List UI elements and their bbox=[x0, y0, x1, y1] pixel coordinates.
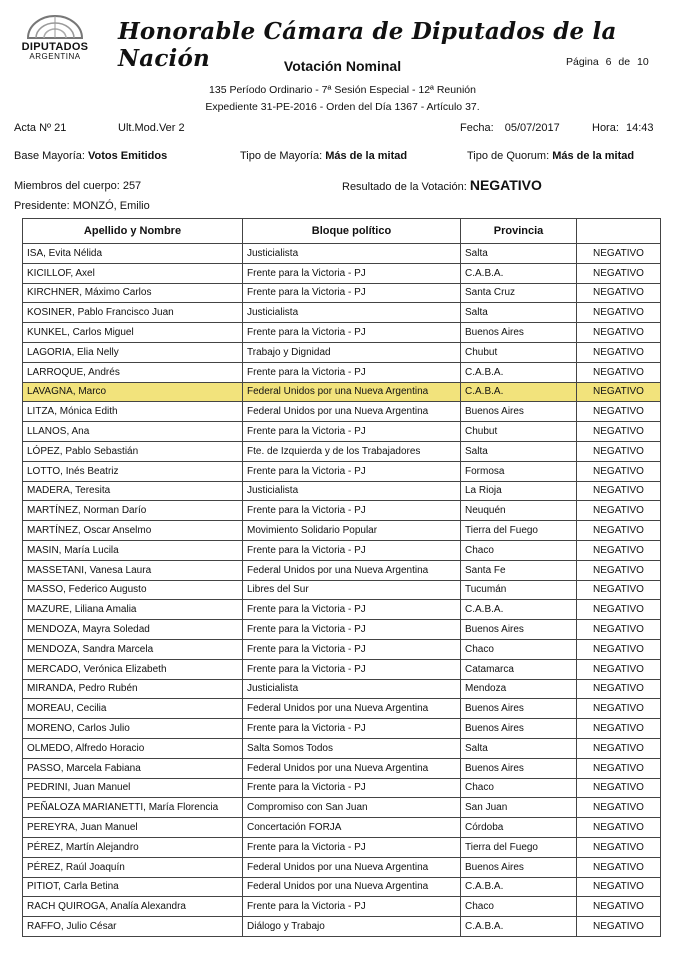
table-row bbox=[23, 501, 661, 521]
cell-name: LLANOS, Ana bbox=[23, 422, 243, 442]
cell-provincia: C.A.B.A. bbox=[461, 917, 577, 937]
cell-provincia: Neuquén bbox=[461, 501, 577, 521]
cell-name: MARTÍNEZ, Norman Darío bbox=[23, 501, 243, 521]
table-row bbox=[23, 699, 661, 719]
cell-provincia: La Rioja bbox=[461, 481, 577, 501]
cell-bloque: Frente para la Victoria - PJ bbox=[243, 897, 461, 917]
table-row bbox=[23, 620, 661, 640]
cell-name: LÓPEZ, Pablo Sebastián bbox=[23, 441, 243, 461]
cell-provincia: Tierra del Fuego bbox=[461, 521, 577, 541]
cell-provincia: Chaco bbox=[461, 778, 577, 798]
cell-name: KUNKEL, Carlos Miguel bbox=[23, 323, 243, 343]
presidente: Presidente: MONZÓ, Emilio bbox=[14, 200, 150, 212]
table-row bbox=[23, 362, 661, 382]
cell-name: MASSETANI, Vanesa Laura bbox=[23, 560, 243, 580]
cell-voto: NEGATIVO bbox=[577, 818, 661, 838]
tipo-mayoria-value: Más de la mitad bbox=[325, 150, 408, 162]
cell-name: PEDRINI, Juan Manuel bbox=[23, 778, 243, 798]
table-row bbox=[23, 342, 661, 362]
cell-voto: NEGATIVO bbox=[577, 323, 661, 343]
table-row bbox=[23, 778, 661, 798]
cell-bloque: Frente para la Victoria - PJ bbox=[243, 659, 461, 679]
cell-voto: NEGATIVO bbox=[577, 342, 661, 362]
cell-voto: NEGATIVO bbox=[577, 699, 661, 719]
date-label: Fecha: bbox=[460, 122, 494, 134]
cell-name: PÉREZ, Raúl Joaquín bbox=[23, 857, 243, 877]
cell-bloque: Federal Unidos por una Nueva Argentina bbox=[243, 382, 461, 402]
table-row bbox=[23, 798, 661, 818]
cell-voto: NEGATIVO bbox=[577, 402, 661, 422]
logo-subtext: ARGENTINA bbox=[29, 52, 81, 61]
cell-provincia: Chaco bbox=[461, 639, 577, 659]
table-row bbox=[23, 639, 661, 659]
cell-provincia: C.A.B.A. bbox=[461, 362, 577, 382]
cell-bloque: Trabajo y Dignidad bbox=[243, 342, 461, 362]
cell-bloque: Frente para la Victoria - PJ bbox=[243, 540, 461, 560]
cell-bloque: Frente para la Victoria - PJ bbox=[243, 422, 461, 442]
column-header-provincia: Provincia bbox=[461, 219, 577, 244]
page-title: Votación Nominal bbox=[283, 58, 402, 74]
resultado-label: Resultado de la Votación: bbox=[342, 181, 467, 193]
table-row bbox=[23, 818, 661, 838]
table-row bbox=[23, 877, 661, 897]
cell-name: MERCADO, Verónica Elizabeth bbox=[23, 659, 243, 679]
cell-provincia: Santa Fe bbox=[461, 560, 577, 580]
table-row bbox=[23, 382, 661, 402]
cell-bloque: Salta Somos Todos bbox=[243, 738, 461, 758]
table-row bbox=[23, 560, 661, 580]
cell-name: PÉREZ, Martín Alejandro bbox=[23, 837, 243, 857]
acta-number: Acta Nº 21 bbox=[14, 122, 67, 134]
table-row bbox=[23, 244, 661, 264]
cell-provincia: Salta bbox=[461, 738, 577, 758]
cell-name: KIRCHNER, Máximo Carlos bbox=[23, 283, 243, 303]
cell-bloque: Federal Unidos por una Nueva Argentina bbox=[243, 758, 461, 778]
cell-name: KOSINER, Pablo Francisco Juan bbox=[23, 303, 243, 323]
cell-voto: NEGATIVO bbox=[577, 501, 661, 521]
cell-provincia: Chaco bbox=[461, 540, 577, 560]
cell-bloque: Justicialista bbox=[243, 244, 461, 264]
cell-name: LAGORIA, Elia Nelly bbox=[23, 342, 243, 362]
cell-voto: NEGATIVO bbox=[577, 857, 661, 877]
cell-bloque: Fte. de Izquierda y de los Trabajadores bbox=[243, 441, 461, 461]
cell-bloque: Diálogo y Trabajo bbox=[243, 917, 461, 937]
cell-bloque: Frente para la Victoria - PJ bbox=[243, 639, 461, 659]
base-label: Base Mayoría: bbox=[14, 150, 85, 162]
cell-name: RACH QUIROGA, Analía Alexandra bbox=[23, 897, 243, 917]
cell-voto: NEGATIVO bbox=[577, 620, 661, 640]
table-body bbox=[23, 244, 661, 937]
cell-provincia: Córdoba bbox=[461, 818, 577, 838]
cell-provincia: Buenos Aires bbox=[461, 323, 577, 343]
tipo-quorum-label: Tipo de Quorum: bbox=[467, 150, 550, 162]
cell-name: MOREAU, Cecilia bbox=[23, 699, 243, 719]
cell-voto: NEGATIVO bbox=[577, 441, 661, 461]
table-row bbox=[23, 521, 661, 541]
cell-name: LARROQUE, Andrés bbox=[23, 362, 243, 382]
cell-voto: NEGATIVO bbox=[577, 758, 661, 778]
tipo-mayoria bbox=[240, 150, 407, 162]
cell-bloque: Justicialista bbox=[243, 303, 461, 323]
cell-name: PEREYRA, Juan Manuel bbox=[23, 818, 243, 838]
table-header-row bbox=[23, 219, 661, 244]
column-header-bloque: Bloque político bbox=[243, 219, 461, 244]
cell-name: MASSO, Federico Augusto bbox=[23, 580, 243, 600]
cell-name: PEÑALOZA MARIANETTI, María Florencia bbox=[23, 798, 243, 818]
cell-voto: NEGATIVO bbox=[577, 244, 661, 264]
cell-name: LOTTO, Inés Beatriz bbox=[23, 461, 243, 481]
cell-voto: NEGATIVO bbox=[577, 422, 661, 442]
cell-provincia: Santa Cruz bbox=[461, 283, 577, 303]
cell-provincia: Tierra del Fuego bbox=[461, 837, 577, 857]
cell-voto: NEGATIVO bbox=[577, 481, 661, 501]
cell-voto: NEGATIVO bbox=[577, 738, 661, 758]
cell-voto: NEGATIVO bbox=[577, 560, 661, 580]
cell-voto: NEGATIVO bbox=[577, 521, 661, 541]
table-row bbox=[23, 917, 661, 937]
cell-bloque: Frente para la Victoria - PJ bbox=[243, 362, 461, 382]
tipo-mayoria-label: Tipo de Mayoría: bbox=[240, 150, 323, 162]
cell-bloque: Frente para la Victoria - PJ bbox=[243, 461, 461, 481]
resultado bbox=[342, 177, 542, 193]
table-row bbox=[23, 857, 661, 877]
cell-bloque: Frente para la Victoria - PJ bbox=[243, 837, 461, 857]
cell-name: LAVAGNA, Marco bbox=[23, 382, 243, 402]
cell-bloque: Federal Unidos por una Nueva Argentina bbox=[243, 857, 461, 877]
date-field bbox=[460, 122, 560, 134]
cell-provincia: Chubut bbox=[461, 422, 577, 442]
base-mayoria bbox=[14, 150, 167, 162]
cell-voto: NEGATIVO bbox=[577, 362, 661, 382]
chamber-title: Honorable Cámara de Diputados de la Nación bbox=[118, 18, 617, 72]
page-indicator bbox=[566, 56, 649, 68]
cell-provincia: C.A.B.A. bbox=[461, 382, 577, 402]
cell-name: MARTÍNEZ, Oscar Anselmo bbox=[23, 521, 243, 541]
cell-voto: NEGATIVO bbox=[577, 461, 661, 481]
cell-name: MASIN, María Lucila bbox=[23, 540, 243, 560]
cell-voto: NEGATIVO bbox=[577, 837, 661, 857]
table-row bbox=[23, 719, 661, 739]
table-row bbox=[23, 283, 661, 303]
cell-bloque: Frente para la Victoria - PJ bbox=[243, 620, 461, 640]
cell-provincia: C.A.B.A. bbox=[461, 877, 577, 897]
cell-bloque: Concertación FORJA bbox=[243, 818, 461, 838]
resultado-value: NEGATIVO bbox=[469, 177, 542, 193]
cell-provincia: Buenos Aires bbox=[461, 620, 577, 640]
page-number: 6 bbox=[605, 56, 612, 68]
cell-bloque: Justicialista bbox=[243, 481, 461, 501]
cell-bloque: Frente para la Victoria - PJ bbox=[243, 600, 461, 620]
table-row bbox=[23, 837, 661, 857]
cell-voto: NEGATIVO bbox=[577, 877, 661, 897]
cell-bloque: Federal Unidos por una Nueva Argentina bbox=[243, 877, 461, 897]
cell-name: ISA, Evita Nélida bbox=[23, 244, 243, 264]
cell-voto: NEGATIVO bbox=[577, 639, 661, 659]
cell-bloque: Frente para la Victoria - PJ bbox=[243, 719, 461, 739]
cell-name: MORENO, Carlos Julio bbox=[23, 719, 243, 739]
cell-provincia: Buenos Aires bbox=[461, 758, 577, 778]
cell-voto: NEGATIVO bbox=[577, 798, 661, 818]
table-row bbox=[23, 897, 661, 917]
cell-provincia: Buenos Aires bbox=[461, 719, 577, 739]
column-header-voto bbox=[577, 219, 661, 244]
cell-provincia: Salta bbox=[461, 441, 577, 461]
table-row bbox=[23, 303, 661, 323]
cell-name: MENDOZA, Mayra Soledad bbox=[23, 620, 243, 640]
table-row bbox=[23, 441, 661, 461]
table-row bbox=[23, 758, 661, 778]
cell-bloque: Libres del Sur bbox=[243, 580, 461, 600]
cell-bloque: Federal Unidos por una Nueva Argentina bbox=[243, 402, 461, 422]
table-row bbox=[23, 263, 661, 283]
cell-provincia: Buenos Aires bbox=[461, 402, 577, 422]
time-field bbox=[592, 122, 654, 134]
table-row bbox=[23, 600, 661, 620]
table-row bbox=[23, 659, 661, 679]
logo-text: DIPUTADOS bbox=[21, 41, 89, 53]
tipo-quorum-value: Más de la mitad bbox=[552, 150, 635, 162]
cell-name: PITIOT, Carla Betina bbox=[23, 877, 243, 897]
table-row bbox=[23, 323, 661, 343]
cell-name: PASSO, Marcela Fabiana bbox=[23, 758, 243, 778]
cell-bloque: Frente para la Victoria - PJ bbox=[243, 283, 461, 303]
version: Ult.Mod.Ver 2 bbox=[118, 122, 185, 134]
expediente-line: Expediente 31-PE-2016 - Orden del Día 1367 - Artículo 37. bbox=[205, 101, 480, 113]
cell-name: MIRANDA, Pedro Rubén bbox=[23, 679, 243, 699]
page-of: de bbox=[618, 56, 631, 68]
cell-voto: NEGATIVO bbox=[577, 263, 661, 283]
cell-name: MAZURE, Liliana Amalia bbox=[23, 600, 243, 620]
cell-provincia: Salta bbox=[461, 303, 577, 323]
table-row bbox=[23, 738, 661, 758]
tipo-quorum bbox=[467, 150, 634, 162]
cell-voto: NEGATIVO bbox=[577, 719, 661, 739]
cell-bloque: Frente para la Victoria - PJ bbox=[243, 778, 461, 798]
cell-provincia: Chubut bbox=[461, 342, 577, 362]
cell-voto: NEGATIVO bbox=[577, 600, 661, 620]
cell-provincia: Buenos Aires bbox=[461, 699, 577, 719]
cell-voto: NEGATIVO bbox=[577, 382, 661, 402]
time-value: 14:43 bbox=[625, 122, 654, 134]
dome-icon bbox=[24, 14, 86, 40]
cell-voto: NEGATIVO bbox=[577, 283, 661, 303]
cell-provincia: Mendoza bbox=[461, 679, 577, 699]
session-line: 135 Período Ordinario - 7ª Sesión Especial - 12ª Reunión bbox=[209, 84, 476, 96]
table-row bbox=[23, 402, 661, 422]
miembros: Miembros del cuerpo: 257 bbox=[14, 180, 142, 192]
cell-bloque: Frente para la Victoria - PJ bbox=[243, 323, 461, 343]
cell-voto: NEGATIVO bbox=[577, 679, 661, 699]
table-row bbox=[23, 580, 661, 600]
page-total: 10 bbox=[637, 56, 649, 68]
cell-provincia: Tucumán bbox=[461, 580, 577, 600]
cell-name: RAFFO, Julio César bbox=[23, 917, 243, 937]
cell-voto: NEGATIVO bbox=[577, 580, 661, 600]
page-label: Página bbox=[566, 56, 599, 68]
date-value: 05/07/2017 bbox=[504, 122, 560, 134]
cell-name: LITZA, Mónica Edith bbox=[23, 402, 243, 422]
base-value: Votos Emitidos bbox=[87, 150, 168, 162]
cell-provincia: Salta bbox=[461, 244, 577, 264]
cell-provincia: C.A.B.A. bbox=[461, 263, 577, 283]
cell-name: OLMEDO, Alfredo Horacio bbox=[23, 738, 243, 758]
cell-bloque: Frente para la Victoria - PJ bbox=[243, 263, 461, 283]
cell-voto: NEGATIVO bbox=[577, 778, 661, 798]
cell-bloque: Justicialista bbox=[243, 679, 461, 699]
vote-table bbox=[22, 218, 661, 937]
cell-bloque: Compromiso con San Juan bbox=[243, 798, 461, 818]
cell-voto: NEGATIVO bbox=[577, 897, 661, 917]
table-row bbox=[23, 422, 661, 442]
cell-name: KICILLOF, Axel bbox=[23, 263, 243, 283]
cell-bloque: Federal Unidos por una Nueva Argentina bbox=[243, 560, 461, 580]
cell-provincia: Buenos Aires bbox=[461, 857, 577, 877]
cell-provincia: Chaco bbox=[461, 897, 577, 917]
cell-voto: NEGATIVO bbox=[577, 540, 661, 560]
cell-voto: NEGATIVO bbox=[577, 659, 661, 679]
cell-voto: NEGATIVO bbox=[577, 917, 661, 937]
table-row bbox=[23, 540, 661, 560]
table-row bbox=[23, 679, 661, 699]
cell-provincia: San Juan bbox=[461, 798, 577, 818]
cell-provincia: C.A.B.A. bbox=[461, 600, 577, 620]
cell-bloque: Federal Unidos por una Nueva Argentina bbox=[243, 699, 461, 719]
cell-bloque: Frente para la Victoria - PJ bbox=[243, 501, 461, 521]
column-header-name: Apellido y Nombre bbox=[23, 219, 243, 244]
time-label: Hora: bbox=[592, 122, 619, 134]
table-row bbox=[23, 461, 661, 481]
cell-voto: NEGATIVO bbox=[577, 303, 661, 323]
cell-bloque: Movimiento Solidario Popular bbox=[243, 521, 461, 541]
cell-provincia: Catamarca bbox=[461, 659, 577, 679]
table-row bbox=[23, 481, 661, 501]
cell-provincia: Formosa bbox=[461, 461, 577, 481]
cell-name: MENDOZA, Sandra Marcela bbox=[23, 639, 243, 659]
cell-name: MADERA, Teresita bbox=[23, 481, 243, 501]
